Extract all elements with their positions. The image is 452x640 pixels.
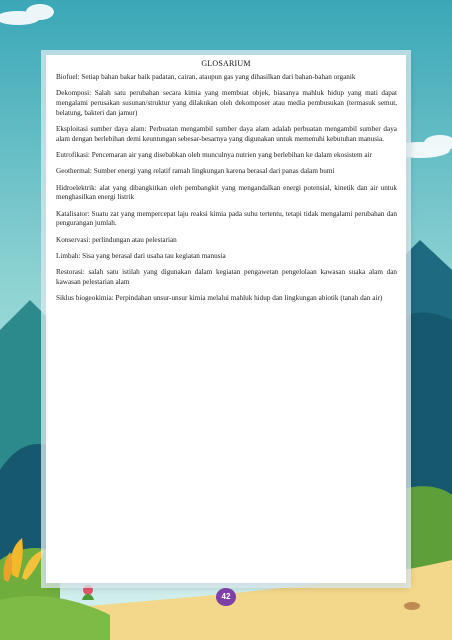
glossary-entry: Restorasi: salah satu istilah yang digunakan dalam kegiatan pengawetan pengelolaan kawasan suaka alam dan kawasan pelestarian alam — [56, 268, 397, 287]
glossary-entry: Geothermal: Sumber energi yang relatif ramah lingkungan karena berasal dari panas dalam bumi — [56, 167, 335, 176]
glossary-entry: Dekomposi: Salah satu perubahan secara kimia yang membuat objek, biasanya mahluk hidup yang mati dapat mengalami perusakan susunan/struktur yang dilakukan oleh dekomposer atau media pembusukan (termasuk semut, belatung, bakteri dan jamur) — [56, 89, 397, 117]
glossary-entry: Konservasi: perlindungan atau pelestarian — [56, 235, 177, 244]
glossary-entry: Eksploitasi sumber daya alam: Perbuatan mengambil sumber daya alam adalah perbuatan mengambil sumber daya alam dengan berlebihan demi keuntungan sebesar-besarnya yang digunakan untuk memenuhi kebutuhan manusia. — [56, 124, 397, 143]
glossary-entry: Katalisator: Suatu zat yang mempercepat laju reaksi kimia pada suhu tertentu, tetapi tidak mengalami perubahan dan pengurangan jumlah. — [56, 209, 397, 228]
page-title: GLOSARIUM — [201, 59, 251, 68]
page-number-badge: 42 — [216, 588, 236, 606]
glossary-page — [46, 55, 406, 583]
glossary-entry: Biofuel: Setiap bahan bakar baik padatan, cairan, ataupun gas yang dihasilkan dari bahan-bahan organik — [56, 73, 356, 81]
glossary-entry: Hidroelektrik: alat yang dibangkitkan oleh pembangkit yang mengandalkan energi potensial, kinetik dan air untuk menghasilkan energi listrik — [56, 183, 397, 202]
glossary-entry: Siklus biogeokimia: Perpindahan unsur-unsur kimia melalui mahluk hidup dan lingkungan abiotik (tanah dan air) — [56, 294, 383, 303]
glossary-entry: Limbah: Sisa yang berasal dari usaha tau kegiatan manusia — [56, 252, 226, 261]
glossary-list — [56, 73, 397, 311]
rock-icon — [404, 602, 420, 610]
glossary-entry: Eutrofikasi: Pencemaran air yang disebabkan oleh munculnya nutrien yang berlebihan ke dalam ekosistem air — [56, 150, 372, 159]
